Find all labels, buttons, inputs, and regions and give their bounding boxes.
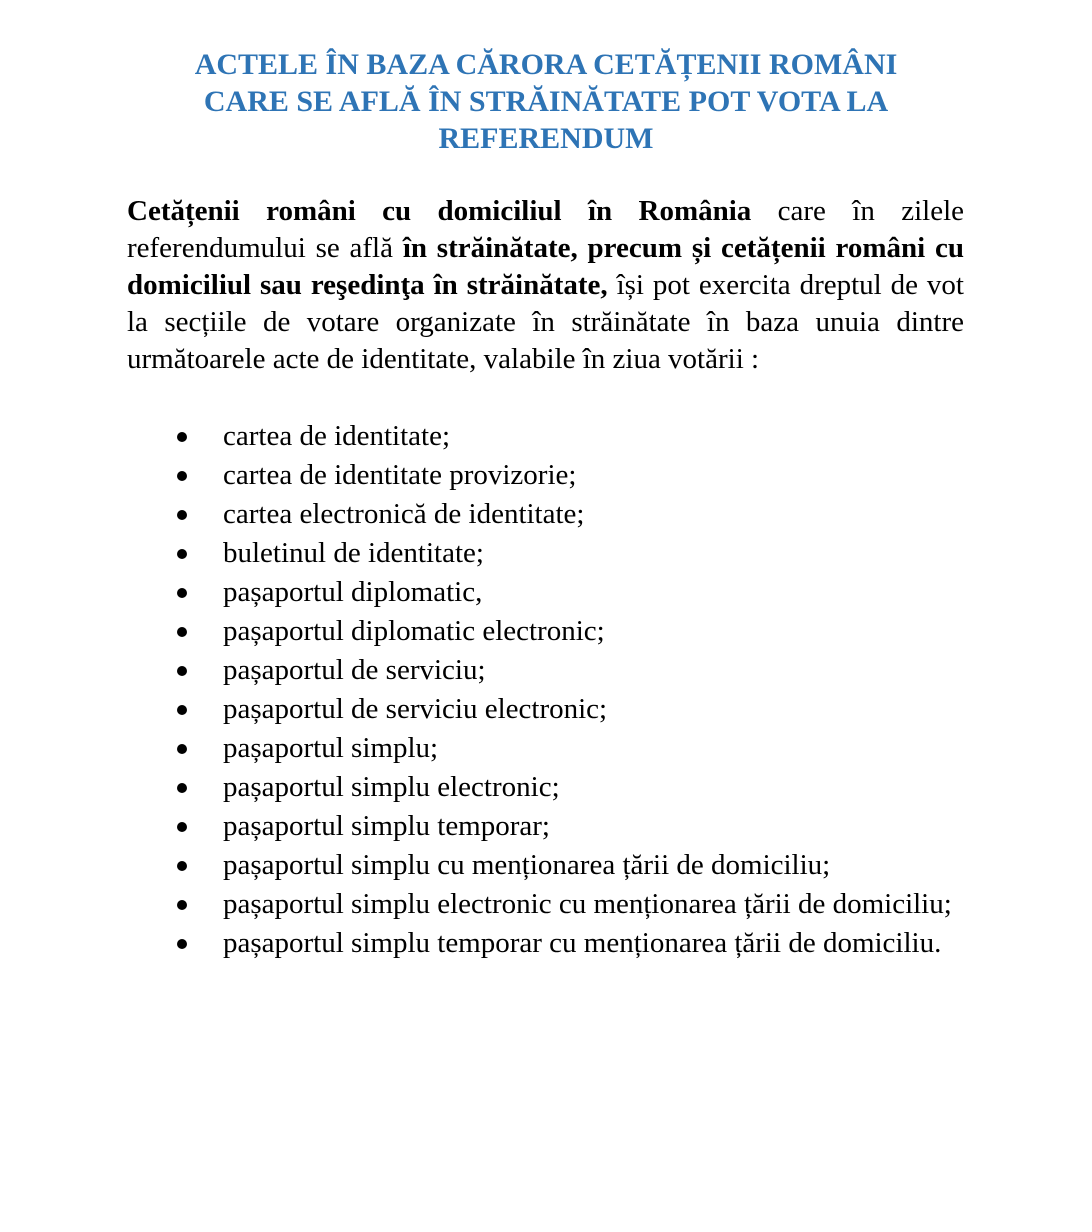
list-item — [127, 574, 964, 611]
list-item-text: cartea de identitate; — [223, 420, 451, 452]
list-item-text: buletinul de identitate; — [223, 537, 484, 569]
list-item — [127, 886, 964, 923]
bullet-icon — [177, 900, 187, 910]
list-item — [127, 496, 964, 533]
bullet-icon — [177, 861, 187, 871]
list-item-text: pașaportul simplu; — [223, 732, 439, 764]
bullet-icon — [177, 588, 187, 598]
list-item-text: pașaportul de serviciu electronic; — [223, 693, 608, 725]
list-item-text: pașaportul de serviciu; — [223, 654, 486, 686]
list-item-text: pașaportul simplu cu menționarea țării de domiciliu; — [223, 849, 831, 881]
list-item-text: pașaportul diplomatic, — [223, 576, 483, 608]
bullet-icon — [177, 471, 187, 481]
bullet-icon — [177, 549, 187, 559]
list-item-text: pașaportul simplu electronic cu menționarea țării de domiciliu; — [223, 888, 952, 920]
list-item — [127, 808, 964, 845]
bullet-icon — [177, 432, 187, 442]
list-item — [127, 535, 964, 572]
list-item-text: pașaportul simplu temporar; — [223, 810, 550, 842]
intro-text-2: își pot exercita dreptul de vot la secțiile de votare organizate în străinătate în baza unuia dintre următoarele acte de identitate, valabile în ziua votării : — [127, 269, 964, 375]
list-item — [127, 847, 964, 884]
bullet-icon — [177, 627, 187, 637]
bullet-icon — [177, 822, 187, 832]
list-item — [127, 730, 964, 767]
bullet-icon — [177, 666, 187, 676]
title-line-3: REFERENDUM — [438, 122, 654, 155]
bullet-icon — [177, 783, 187, 793]
list-item — [127, 769, 964, 806]
list-item — [127, 691, 964, 728]
title-line-2: CARE SE AFLĂ ÎN STRĂINĂTATE POT VOTA LA — [203, 85, 889, 118]
list-item-text: pașaportul simplu electronic; — [223, 771, 560, 803]
list-item — [127, 418, 964, 455]
list-item-text: pașaportul simplu temporar cu menționarea țării de domiciliu. — [223, 927, 942, 959]
bullet-icon — [177, 744, 187, 754]
list-item — [127, 613, 964, 650]
bullet-icon — [177, 510, 187, 520]
bullet-icon — [177, 939, 187, 949]
bullet-icon — [177, 705, 187, 715]
intro-text-1: care în zilele referendumului se află — [127, 195, 964, 264]
list-item-text: pașaportul diplomatic electronic; — [223, 615, 605, 647]
identity-documents-list — [127, 418, 964, 964]
intro-paragraph — [127, 193, 964, 378]
intro-bold-citizens-romania: Cetățenii români cu domiciliul în România — [127, 195, 752, 227]
intro-bold-abroad: în străinătate, precum și cetățenii români cu domiciliul sau reşedinţa în străinătate, — [127, 232, 964, 301]
list-item — [127, 925, 964, 962]
page-title — [127, 46, 965, 157]
list-item — [127, 457, 964, 494]
list-item — [127, 652, 964, 689]
list-item-text: cartea electronică de identitate; — [223, 498, 585, 530]
title-line-1: ACTELE ÎN BAZA CĂRORA CETĂȚENII ROMÂNI — [194, 48, 898, 81]
list-item-text: cartea de identitate provizorie; — [223, 459, 577, 491]
